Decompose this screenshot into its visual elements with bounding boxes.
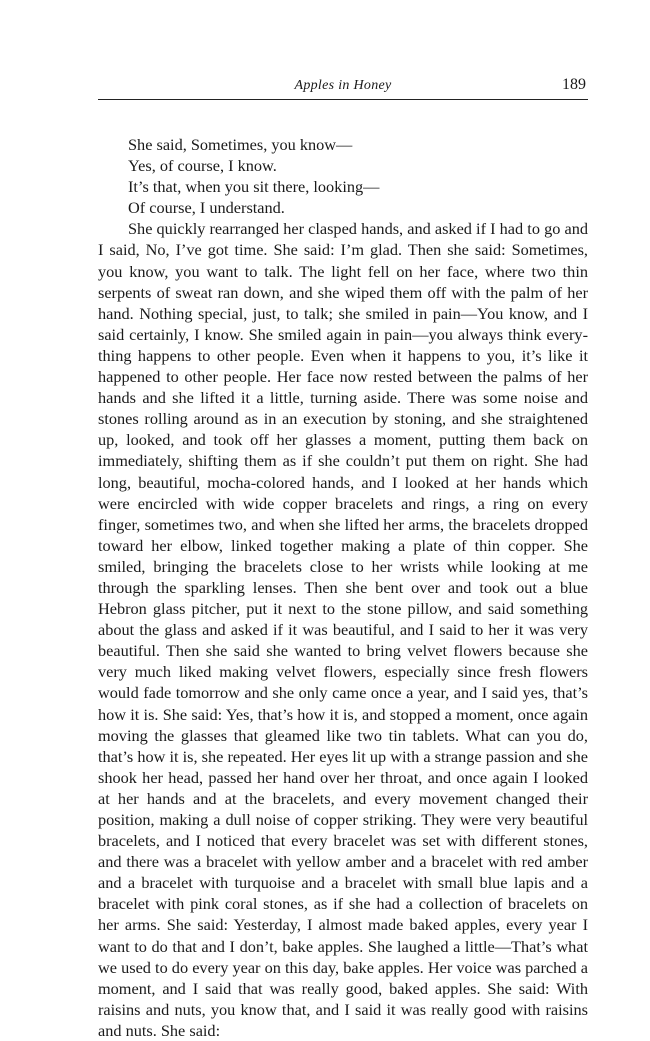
paragraph: She said, Sometimes, you know—	[128, 135, 353, 154]
header-rule	[98, 99, 588, 100]
paragraph: She quickly rearranged her clasped hands, and asked if I had to go and I said, No, I’ve got time. She said: I’m glad. Then she said: Sometimes, you know, you want to talk. The light fell on her face, where two thin serpents of sweat ran down, and she wiped them off with the palm of her hand. Nothing special, just, to talk; she smiled in pain—You know, and I said certainly, I know. She smiled again in pain—you always think everything happens to other people. Even when it happens to you, it’s like it happened to other people. Her face now rested between the palms of her hands and she lifted it a little, turning aside. There was some noise and stones rolling around as in an execution by stoning, and she straightened up, looked, and took off her glasses a moment, putting them back on immediately, shifting them as if she couldn’t put them on right. She had long, beautiful, mocha-colored hands, and I looked at her hands which were encircled with wide copper bracelets and rings, a ring on every finger, sometimes two, and when she lifted her arms, the bracelets dropped toward her elbow, linked together making a plate of thin copper. She smiled, bringing the bracelets close to her wrists while looking at me through the sparkling lenses. Then she bent over and took out a blue Hebron glass pitcher, put it next to the stone pillow, and said something about the glass and asked if it was beautiful, and I said to her it was very beautiful. Then she said she wanted to bring velvet flowers because she very much liked making velvet flowers, especially since fresh flowers would fade tomorrow and she only came once a year, and I said yes, that’s how it is. She said: Yes, that’s how it is, and stopped a moment, once again moving the glasses that gleamed like two tin tablets. What can you do, that’s how it is, she repeated. Her eyes lit up with a strange passion and she shook her head, passed her hand over her throat, and once again I looked at her hands and at the bracelets, and every movement changed their position, making a dull noise of copper striking. They were very beautiful bracelets, and I noticed that every bracelet was set with different stones, and there was a bracelet with yellow amber and a bracelet with red amber and a bracelet with turquoise and a bracelet with small blue lapis and a bracelet with pink coral stones, as if she had a collection of bracelets on her arms. She said: Yesterday, I almost made baked apples, every year I want to do that and I don’t, bake apples. She laughed a little—That’s what we used to do every year on this day, bake apples. Her voice was parched a moment, and I said that was really good, baked apples. She said: With raisins and nuts, you know that, and I said it was really good with raisins and nuts. She said:	[98, 219, 588, 1040]
body-text	[98, 134, 588, 1041]
running-head	[98, 76, 588, 100]
paragraph: It’s that, when you sit there, looking—	[128, 177, 380, 197]
paragraph: Yes, of course, I know.	[128, 156, 277, 176]
running-title: Apples in Honey	[294, 78, 392, 93]
page-number: 189	[562, 76, 586, 93]
paragraph: Of course, I understand.	[128, 198, 285, 218]
